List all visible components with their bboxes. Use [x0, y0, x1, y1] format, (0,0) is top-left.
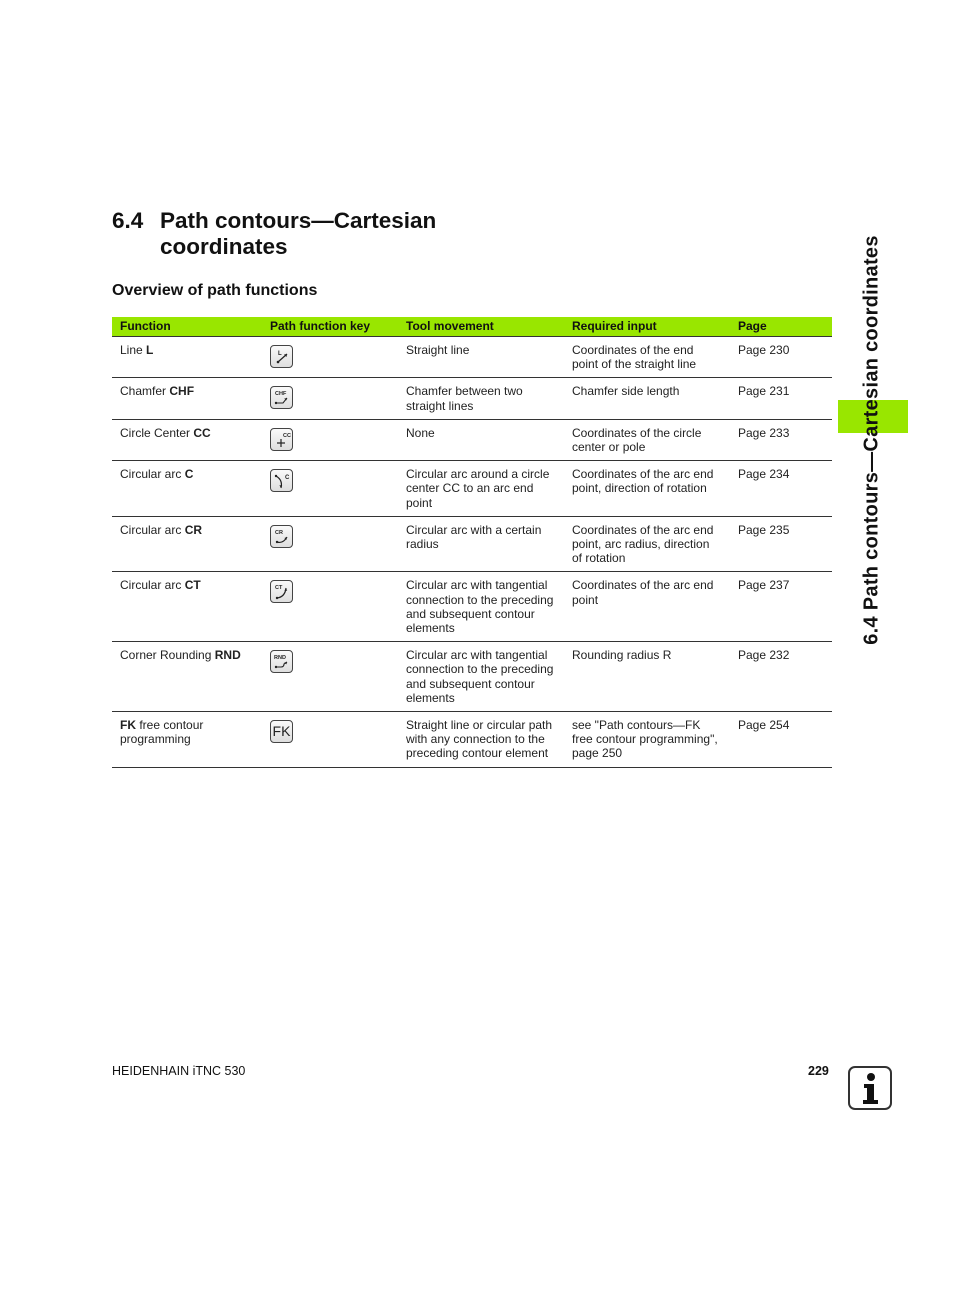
- input-cell: Rounding radius R: [564, 642, 730, 712]
- function-code: L: [146, 343, 154, 357]
- table-row: [112, 337, 832, 378]
- function-cell: [112, 337, 262, 378]
- table-row: [112, 516, 832, 572]
- header-function: Function: [112, 317, 262, 337]
- svg-text:C: C: [285, 475, 290, 482]
- function-name: Line: [120, 343, 147, 357]
- page-cell: Page 232: [730, 642, 832, 712]
- section-title-line1: Path contours—Cartesian: [160, 208, 437, 233]
- function-name: Circular arc: [120, 522, 185, 537]
- movement-cell: Circular arc with tangential connection to the preceding and subsequent contour elements: [398, 572, 564, 642]
- table-row: [112, 378, 832, 419]
- function-cell: [112, 572, 262, 642]
- input-cell: see "Path contours—FK free contour programming", page 250: [564, 712, 730, 768]
- svg-text:RND: RND: [274, 655, 286, 662]
- footer-product: HEIDENHAIN iTNC 530: [112, 1064, 246, 1078]
- key-cell: [262, 378, 398, 419]
- function-cell: [112, 378, 262, 419]
- chamfer-CHF-key-icon: [270, 386, 293, 409]
- subsection-heading: Overview of path functions: [112, 282, 318, 299]
- svg-text:CT: CT: [275, 585, 283, 592]
- input-cell: Coordinates of the arc end point, arc radius, direction of rotation: [564, 516, 730, 572]
- movement-cell: Circular arc around a circle center CC to an arc end point: [398, 461, 564, 517]
- key-cell: [262, 642, 398, 712]
- movement-cell: Straight line or circular path with any connection to the preceding contour element: [398, 712, 564, 768]
- function-code: CC: [193, 425, 211, 440]
- movement-cell: Chamfer between two straight lines: [398, 378, 564, 419]
- circular-arc-C-key-icon: [270, 469, 293, 492]
- table-row: [112, 461, 832, 517]
- path-functions-table: [112, 317, 832, 768]
- svg-text:L: L: [278, 351, 282, 357]
- header-page: Page: [730, 317, 832, 337]
- function-code: CR: [184, 522, 203, 537]
- page-cell: Page 234: [730, 461, 832, 517]
- function-cell: [112, 642, 262, 712]
- section-number: 6.4: [112, 208, 144, 233]
- movement-cell: None: [398, 419, 564, 460]
- input-cell: Coordinates of the arc end point: [564, 572, 730, 642]
- line-L-key-icon: [270, 345, 293, 368]
- input-cell: Coordinates of the arc end point, direction of rotation: [564, 461, 730, 517]
- table-row: [112, 572, 832, 642]
- page-cell: Page 230: [730, 337, 832, 378]
- header-tool-movement: Tool movement: [398, 317, 564, 337]
- page-cell: Page 231: [730, 378, 832, 419]
- circle-center-CC-key-icon: [270, 428, 293, 451]
- function-cell: [112, 461, 262, 517]
- key-cell: [262, 337, 398, 378]
- header-path-function-key: Path function key: [262, 317, 398, 337]
- input-cell: Coordinates of the circle center or pole: [564, 419, 730, 460]
- input-cell: Coordinates of the end point of the straight line: [564, 337, 730, 378]
- footer-page-number: 229: [808, 1064, 829, 1078]
- table-header-row: [112, 317, 832, 337]
- function-name: free contour programming: [120, 718, 204, 747]
- key-cell: [262, 461, 398, 517]
- circular-arc-CT-key-icon: [270, 580, 293, 603]
- section-title-line2: coordinates: [160, 234, 288, 259]
- running-side-title: 6.4 Path contours—Cartesian coordinates: [860, 235, 883, 645]
- key-cell: [262, 516, 398, 572]
- svg-text:CR: CR: [275, 529, 283, 536]
- page-cell: Page 233: [730, 419, 832, 460]
- fk-key-icon: FK: [270, 720, 293, 743]
- function-code: FK: [120, 718, 136, 733]
- corner-rounding-RND-key-icon: [270, 650, 293, 673]
- key-cell: [262, 572, 398, 642]
- function-cell: [112, 419, 262, 460]
- header-required-input: Required input: [564, 317, 730, 337]
- table-row: [112, 642, 832, 712]
- circular-arc-CR-key-icon: [270, 525, 293, 548]
- function-code: CT: [184, 578, 201, 593]
- key-cell: [262, 419, 398, 460]
- section-heading: [112, 208, 436, 260]
- input-cell: Chamfer side length: [564, 378, 730, 419]
- function-name: Circular arc: [120, 578, 185, 593]
- key-cell: [262, 712, 398, 768]
- function-code: RND: [214, 648, 241, 663]
- movement-cell: Circular arc with a certain radius: [398, 516, 564, 572]
- function-name: Circular arc: [120, 467, 185, 482]
- info-icon: [848, 1066, 892, 1110]
- svg-text:CHF: CHF: [275, 391, 287, 398]
- movement-cell: Straight line: [398, 337, 564, 378]
- function-code: C: [184, 467, 194, 482]
- function-name: Chamfer: [120, 384, 170, 399]
- function-code: CHF: [169, 384, 195, 399]
- page-cell: Page 254: [730, 712, 832, 768]
- function-cell: [112, 516, 262, 572]
- page-cell: Page 235: [730, 516, 832, 572]
- function-name: Circle Center: [120, 425, 194, 440]
- movement-cell: Circular arc with tangential connection to the preceding and subsequent contour elements: [398, 642, 564, 712]
- function-name: Corner Rounding: [120, 648, 215, 663]
- function-cell: [112, 712, 262, 768]
- table-row: [112, 712, 832, 768]
- table-row: [112, 419, 832, 460]
- svg-text:CC: CC: [283, 432, 291, 439]
- page-cell: Page 237: [730, 572, 832, 642]
